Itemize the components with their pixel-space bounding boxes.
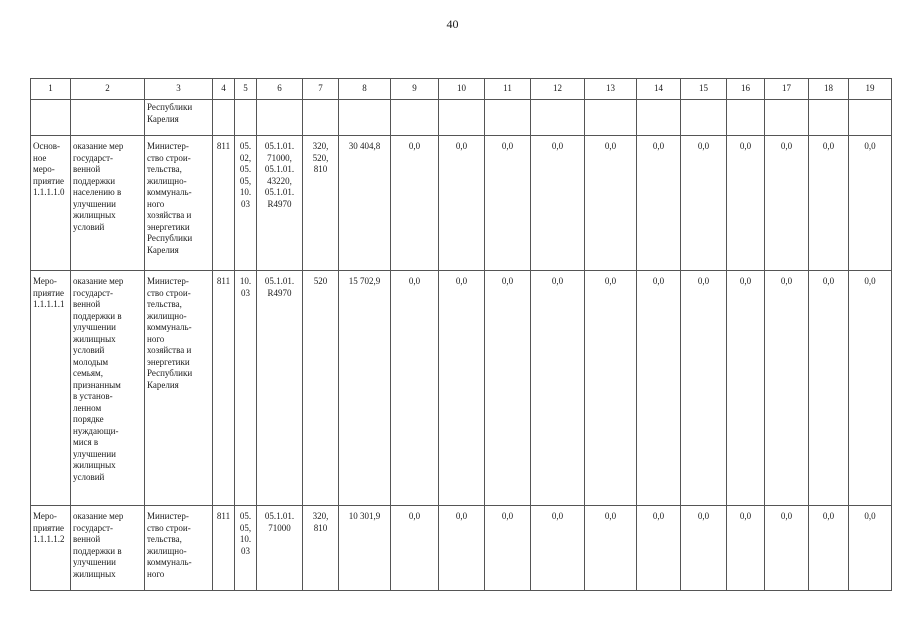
- column-number-cell: 6: [257, 79, 303, 100]
- column-number-cell: 10: [439, 79, 485, 100]
- table-row: [31, 506, 892, 591]
- column-number-row: [31, 79, 892, 100]
- column-number-cell: 16: [727, 79, 765, 100]
- column-number-cell: 1: [31, 79, 71, 100]
- event-description-cell: оказание мер государст- венной поддержки населению в улучшении жилищных условий: [71, 136, 145, 271]
- event-description-cell: оказание мер государст- венной поддержки в улучшении жилищных условий молодым семьям, признанным в установ- ленном порядке нуждающи- мися в улучшении жилищных условий: [71, 271, 145, 506]
- continuation-row: [31, 100, 892, 136]
- value-cell: 0,0: [637, 271, 681, 506]
- section-code-cell: 05. 02, 05. 05, 10. 03: [235, 136, 257, 271]
- target-article-code-cell: 05.1.01. R4970: [257, 271, 303, 506]
- column-number-cell: 3: [145, 79, 213, 100]
- expense-type-code-cell: 320, 520, 810: [303, 136, 339, 271]
- value-cell: 0,0: [849, 271, 892, 506]
- value-cell: 0,0: [585, 136, 637, 271]
- value-cell: 0,0: [809, 271, 849, 506]
- value-cell: 0,0: [439, 136, 485, 271]
- value-cell: 0,0: [531, 136, 585, 271]
- value-cell: 0,0: [765, 136, 809, 271]
- budget-table: [30, 78, 892, 591]
- column-number-cell: 19: [849, 79, 892, 100]
- event-name-cell: Основ- ное меро- приятие 1.1.1.1.0: [31, 136, 71, 271]
- value-cell: 0,0: [809, 136, 849, 271]
- budget-value-cell: 10 301,9: [339, 506, 391, 591]
- column-number-cell: 17: [765, 79, 809, 100]
- responsible-executor-cell: Министер- ство строи- тельства, жилищно- коммуналь- ного хозяйства и энергетики Республики Карелия: [145, 271, 213, 506]
- value-cell: 0,0: [439, 271, 485, 506]
- column-number-cell: 13: [585, 79, 637, 100]
- column-number-cell: 14: [637, 79, 681, 100]
- value-cell: 0,0: [485, 136, 531, 271]
- table-row: [31, 136, 892, 271]
- target-article-code-cell: 05.1.01. 71000, 05.1.01. 43220, 05.1.01. R4970: [257, 136, 303, 271]
- value-cell: 0,0: [681, 136, 727, 271]
- value-cell: 0,0: [849, 136, 892, 271]
- column-number-cell: 11: [485, 79, 531, 100]
- value-cell: 0,0: [727, 136, 765, 271]
- column-number-cell: 2: [71, 79, 145, 100]
- section-code-cell: 10. 03: [235, 271, 257, 506]
- column-number-cell: 9: [391, 79, 439, 100]
- value-cell: 0,0: [531, 271, 585, 506]
- table-row: [31, 271, 892, 506]
- page-number: 40: [446, 17, 459, 31]
- value-cell: 0,0: [391, 271, 439, 506]
- value-cell: 0,0: [485, 271, 531, 506]
- value-cell: 0,0: [585, 506, 637, 591]
- value-cell: 0,0: [531, 506, 585, 591]
- value-cell: 0,0: [585, 271, 637, 506]
- expense-type-code-cell: 320, 810: [303, 506, 339, 591]
- column-number-cell: 8: [339, 79, 391, 100]
- event-name-cell: Меро- приятие 1.1.1.1.1: [31, 271, 71, 506]
- target-article-code-cell: 05.1.01. 71000: [257, 506, 303, 591]
- grbs-code-cell: 811: [213, 136, 235, 271]
- budget-value-cell: 30 404,8: [339, 136, 391, 271]
- responsible-executor-continuation: Республики Карелия: [145, 100, 213, 136]
- value-cell: 0,0: [765, 506, 809, 591]
- grbs-code-cell: 811: [213, 271, 235, 506]
- value-cell: 0,0: [727, 506, 765, 591]
- column-number-cell: 4: [213, 79, 235, 100]
- value-cell: 0,0: [439, 506, 485, 591]
- event-description-cell: оказание мер государст- венной поддержки в улучшении жилищных: [71, 506, 145, 591]
- value-cell: 0,0: [681, 506, 727, 591]
- column-number-cell: 12: [531, 79, 585, 100]
- value-cell: 0,0: [637, 506, 681, 591]
- value-cell: 0,0: [727, 271, 765, 506]
- grbs-code-cell: 811: [213, 506, 235, 591]
- responsible-executor-cell: Министер- ство строи- тельства, жилищно- коммуналь- ного: [145, 506, 213, 591]
- expense-type-code-cell: 520: [303, 271, 339, 506]
- column-number-cell: 5: [235, 79, 257, 100]
- value-cell: 0,0: [637, 136, 681, 271]
- column-number-cell: 7: [303, 79, 339, 100]
- event-name-cell: Меро- приятие 1.1.1.1.2: [31, 506, 71, 591]
- value-cell: 0,0: [485, 506, 531, 591]
- value-cell: 0,0: [391, 136, 439, 271]
- value-cell: 0,0: [809, 506, 849, 591]
- value-cell: 0,0: [765, 271, 809, 506]
- section-code-cell: 05. 05, 10. 03: [235, 506, 257, 591]
- value-cell: 0,0: [391, 506, 439, 591]
- value-cell: 0,0: [681, 271, 727, 506]
- value-cell: 0,0: [849, 506, 892, 591]
- column-number-cell: 15: [681, 79, 727, 100]
- budget-value-cell: 15 702,9: [339, 271, 391, 506]
- column-number-cell: 18: [809, 79, 849, 100]
- responsible-executor-cell: Министер- ство строи- тельства, жилищно- коммуналь- ного хозяйства и энергетики Республики Карелия: [145, 136, 213, 271]
